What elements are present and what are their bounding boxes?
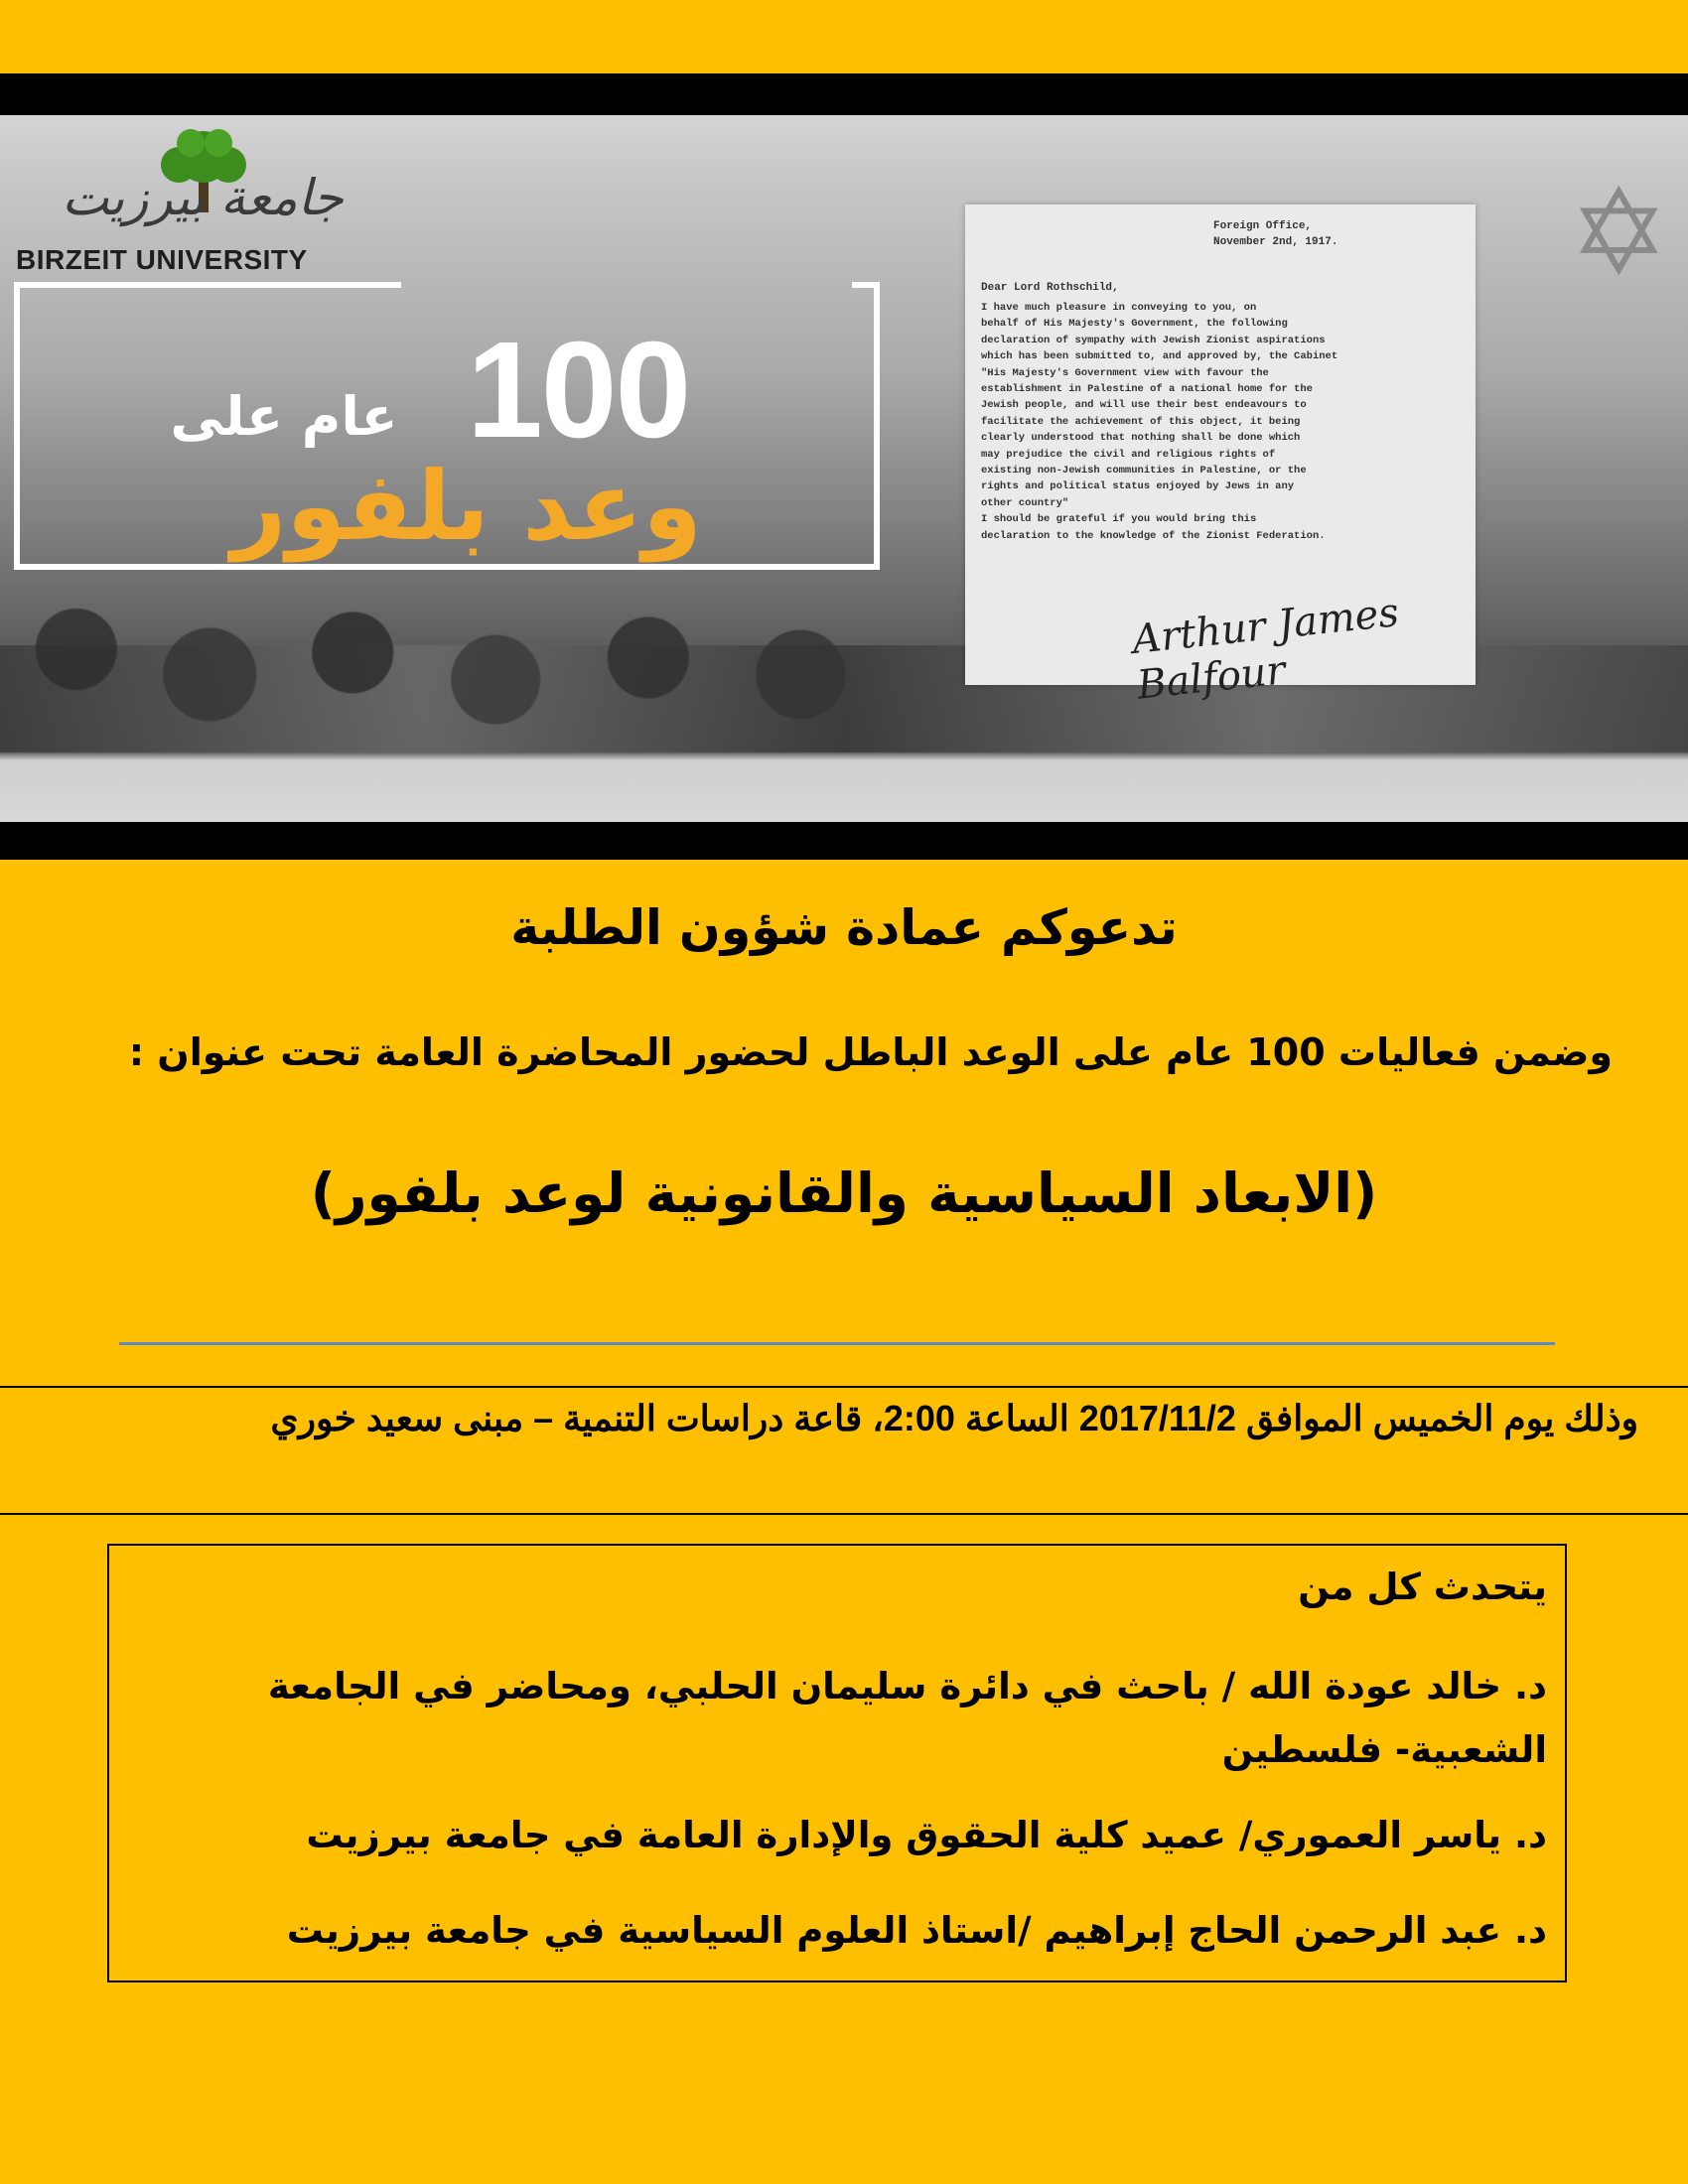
- schedule-line: وذلك يوم الخميس الموافق 2017/11/2 الساعة 2:00، قاعة دراسات التنمية – مبنى سعيد خوري: [270, 1398, 1638, 1438]
- letter-header-line1: Foreign Office,: [1213, 220, 1313, 232]
- letter-header: [1213, 218, 1337, 250]
- blue-divider: [119, 1342, 1555, 1345]
- letter-salutation: Dear Lord Rothschild,: [981, 282, 1119, 294]
- schedule-rule-top: [0, 1386, 1688, 1388]
- headline-line2: وعد بلفور: [231, 451, 702, 562]
- letter-body: I have much pleasure in conveying to you, on behalf of His Majesty's Government, the following declaration of sympathy with Jewish Zionist aspirations which has been submitted to, and approved by, the Cabinet "His Majesty's Government view with favour the establishment in Palestine of a national home for the Jewish people, and will use their best endeavours to facilitate the achievement of this object, it being clearly understood that nothing shall be done which may prejudice the civil and religious rights of existing non-Jewish communities in Palestine, or the rights and political status enjoyed by Jews in any other country" I should be grateful if you would bring this declaration to the knowledge of the Zionist Federation.: [981, 302, 1338, 542]
- speaker-item: د. خالد عودة الله / باحث في دائرة سليمان الحلبي، ومحاضر في الجامعة الشعبية- فلسطين: [267, 1665, 1547, 1771]
- speakers-heading: يتحدث كل من: [1298, 1566, 1547, 1608]
- lecture-title: (الابعاد السياسية والقانونية لوعد بلفور): [310, 1161, 1378, 1225]
- invite-heading: تدعوكم عمادة شؤون الطلبة: [510, 899, 1178, 956]
- schedule-rule-bottom: [0, 1513, 1688, 1515]
- balfour-letter: [965, 205, 1476, 709]
- top-black-bar: [0, 73, 1688, 115]
- speaker-item: د. ياسر العموري/ عميد كلية الحقوق والإدارة العامة في جامعة بيرزيت: [306, 1814, 1547, 1856]
- bottom-black-bar: [0, 822, 1688, 860]
- letter-header-line2: November 2nd, 1917.: [1213, 236, 1338, 248]
- headline-line1: عام على: [170, 385, 398, 448]
- speaker-item: د. عبد الرحمن الحاج إبراهيم /استاذ العلوم السياسية في جامعة بيرزيت: [286, 1909, 1547, 1952]
- star-of-david-icon: ✡: [1569, 165, 1669, 303]
- logo-arabic-name: جامعة بيرزيت: [62, 169, 344, 226]
- headline-number: 100: [467, 314, 690, 467]
- program-line: وضمن فعاليات 100 عام على الوعد الباطل لحضور المحاضرة العامة تحت عنوان :: [128, 1030, 1613, 1074]
- letter-signature: Arthur James Balfour: [1130, 590, 1401, 709]
- banner-crowd: [0, 582, 953, 751]
- speakers-box: [107, 1544, 1567, 1982]
- logo-english-name: BIRZEIT UNIVERSITY: [16, 244, 308, 275]
